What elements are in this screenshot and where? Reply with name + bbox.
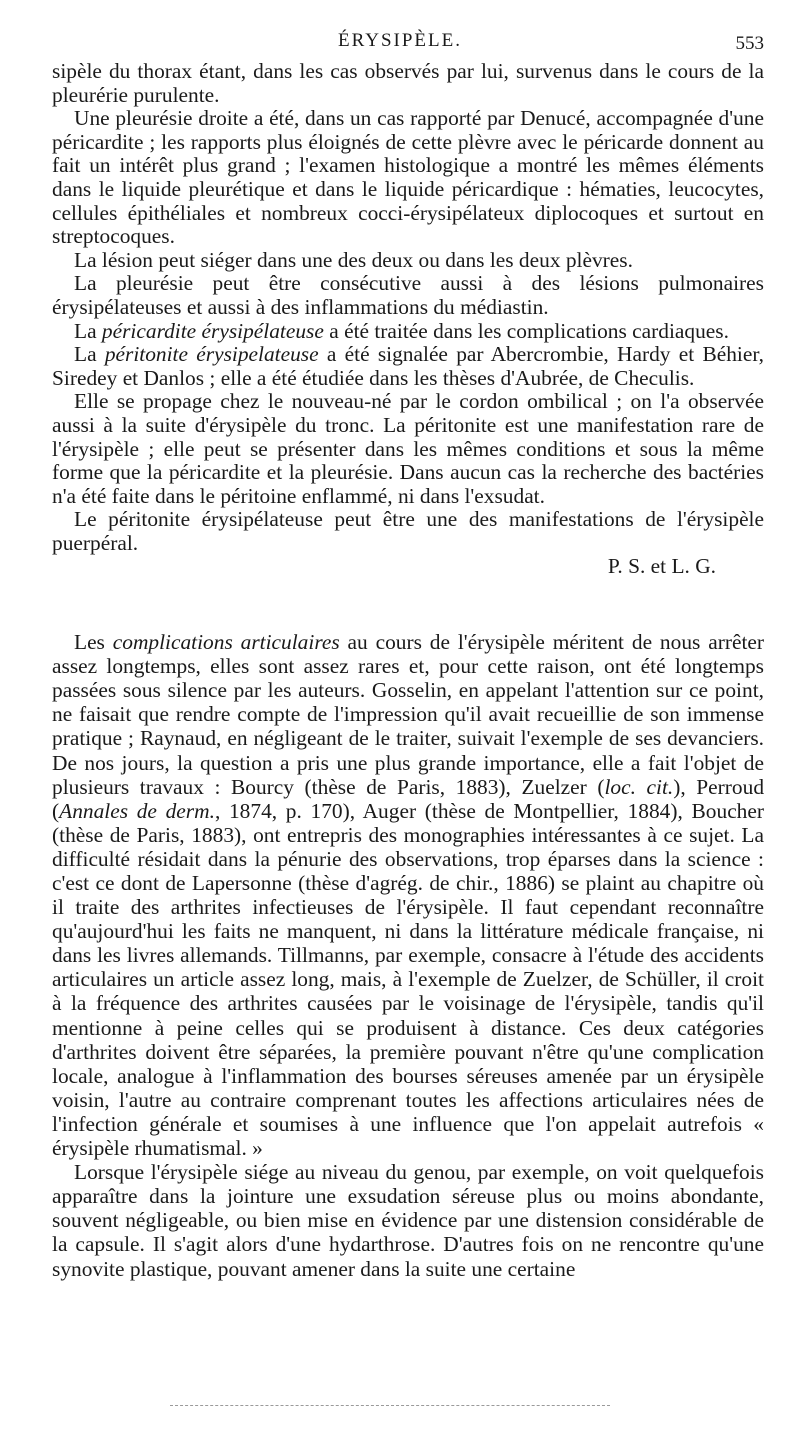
text-run: La — [74, 318, 102, 343]
text-run: a été traitée dans les complications cardiaques. — [323, 318, 729, 343]
paragraph: Elle se propage chez le nouveau-né par le cordon ombilical ; on l'a observée aussi à la suite d'érysipèle du tronc. La péritonite est une manifestation rare de l'érysipèle ; elle peut se présenter dans les mêmes conditions et sous la même forme que la péricardite et la pleurésie. Dans aucun cas la recherche des bactéries n'a été faite dans le péritoine enflammé, ni dans l'exsudat. — [52, 389, 764, 508]
section-gap — [52, 579, 764, 630]
running-title: ÉRYSIPÈLE. — [338, 30, 462, 51]
paragraph: La pleurésie peut être consécutive aussi à des lésions pulmonaires érysipélateuses et aussi à des inflammations du médiastin. — [52, 271, 764, 319]
section-pleurisy-peritonitis — [52, 60, 764, 579]
italic-term: complications articulaires — [112, 630, 340, 655]
paragraph: La lésion peut siéger dans une des deux ou dans les deux plèvres. — [74, 247, 633, 272]
footer-rule — [170, 1405, 610, 1406]
paragraph: Une pleurésie droite a été, dans un cas rapporté par Denucé, accompagnée d'une péricardite ; les rapports plus éloignés de cette plèvre avec le péricarde donnent au fait un intérêt plus grand ; l'examen histologique a montré les mêmes éléments dans le liquide pleurétique et dans le liquide péricardique : hématies, leucocytes, cellules épithéliales et nombreux cocci-érysipélateux diplocoques et surtout en streptocoques. — [52, 106, 764, 249]
italic-term: péricardite érysipélateuse — [101, 318, 324, 343]
page-header — [0, 30, 800, 60]
section-articular-complications — [52, 630, 764, 1281]
page-number: 553 — [735, 33, 764, 54]
paragraph — [52, 630, 764, 1160]
italic-citation: Annales de derm. — [59, 798, 215, 823]
paragraph: sipèle du thorax étant, dans les cas observés par lui, survenus dans le cours de la pleurérie purulente. — [52, 59, 764, 107]
page-body — [52, 60, 764, 1281]
paragraph: Lorsque l'érysipèle siége au niveau du genou, par exemple, on voit quelquefois apparaître dans la jointure une exsudation séreuse plus ou moins abondante, souvent négligeable, ou bien mise en évidence par une distension considérable de la capsule. Il s'agit alors d'une hydarthrose. D'autres fois on ne rencontre qu'une synovite plastique, pouvant amener dans la suite une certaine — [52, 1160, 764, 1281]
text-run: ), Perroud ( — [52, 774, 765, 823]
text-run: au cours de l'érysipèle méritent de nous arrêter assez longtemps, elles sont assez rares et, pour cette raison, ont été longtemps passées sous silence par les auteurs. Gosselin, en appelant l'attention sur ce point, ne faisait que rendre compte de l'impression qu'il avait recueillie de son immense pratique ; Raynaud, en négligeant de le traiter, suivait l'exemple de ses devanciers. De nos jours, la question a pris une plus grande importance, elle a fait l'objet de plusieurs travaux : Bourcy (thèse de Paris, 1883), Zuelzer ( — [52, 630, 765, 799]
text-run: , 1874, p. 170), Auger (thèse de Montpellier, 1884), Boucher (thèse de Paris, 1883), ont entrepris des monographies intéressantes à ce sujet. La difficulté résidait dans la pénurie des observations, trop éparses dans la science : c'est ce dont de Lapersonne (thèse d'agrég. de chir., 1886) se plaint au chapitre où il traite des arthrites infectieuses de l'érysipèle. Il faut cependant reconnaître qu'aujourd'hui les faits ne manquent, ni dans la littérature médicale française, ni dans les livres allemands. Tillmanns, par exemple, consacre à l'étude des accidents articulaires un article assez long, mais, à l'exemple de Zuelzer, de Schüller, il croit à la fréquence des arthrites causées par le voisinage de l'érysipèle, tandis qu'il mentionne à peine celles qui se produisent à distance. Ces deux catégories d'arthrites doivent être séparées, la première pouvant n'être qu'une complication locale, analogue à l'inflammation des bourses séreuses amenée par un érysipèle voisin, l'autre au contraire comprenant toutes les affections articulaires nées de l'infection générale et soumises à une influence que l'on appelait autrefois « érysipèle rhumatismal. » — [52, 798, 764, 1161]
paragraph: Le péritonite érysipélateuse peut être une des manifestations de l'érysipèle puerpéral. — [52, 507, 764, 555]
italic-term: péritonite érysipelateuse — [104, 342, 319, 367]
text-run: Les — [74, 630, 113, 655]
paragraph — [52, 320, 764, 344]
author-signature: P. S. et L. G. — [607, 554, 716, 579]
paragraph — [52, 343, 764, 390]
text-run: a été signalée par Abercrombie, Hardy et Béhier, Siredey et Danlos ; elle a été étudiée dans les thèses d'Aubrée, de Checulis. — [52, 342, 764, 390]
text-run: La — [74, 342, 105, 367]
italic-citation: loc. cit. — [604, 774, 674, 799]
